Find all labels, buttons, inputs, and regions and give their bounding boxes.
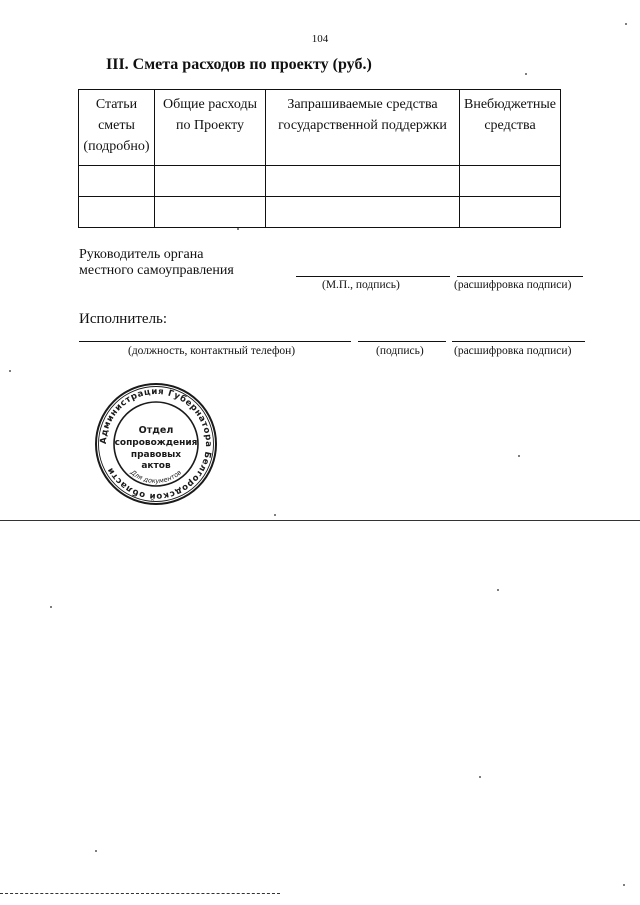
scan-speck xyxy=(95,850,97,852)
table-cell[interactable] xyxy=(460,197,561,228)
header-text: (подробно) xyxy=(83,139,150,154)
executor-position-line[interactable] xyxy=(79,341,351,342)
head-name-caption: (расшифровка подписи) xyxy=(454,279,572,291)
header-text: по Проекту xyxy=(175,118,245,133)
executor-name-caption: (расшифровка подписи) xyxy=(454,345,572,357)
head-label-line1: Руководитель органа xyxy=(79,247,204,262)
executor-signature-caption: (подпись) xyxy=(376,345,424,357)
stamp-center-line: правовых xyxy=(130,450,182,460)
header-text: Общие расходы xyxy=(162,97,258,112)
stamp-bottom-text: Для документов xyxy=(128,468,184,486)
header-text: Внебюджетные xyxy=(464,97,556,112)
header-budget-items xyxy=(79,90,155,166)
page-number: 104 xyxy=(311,33,329,45)
header-extrabudgetary-funds xyxy=(460,90,561,166)
stamp-center-line: актов xyxy=(141,461,171,471)
header-text: Запрашиваемые средства xyxy=(287,97,438,112)
table-cell[interactable] xyxy=(79,197,155,228)
table-cell[interactable] xyxy=(155,166,266,197)
section-title: III. Смета расходов по проекту (руб.) xyxy=(106,56,372,73)
executor-label: Исполнитель: xyxy=(79,311,168,327)
table-row xyxy=(79,166,561,197)
scan-speck xyxy=(497,589,499,591)
official-stamp-icon xyxy=(94,382,218,506)
table-cell[interactable] xyxy=(79,166,155,197)
header-text: сметы xyxy=(98,118,135,133)
executor-name-line[interactable] xyxy=(452,341,585,342)
scan-speck xyxy=(479,776,481,778)
scan-speck xyxy=(623,884,625,886)
header-text: государственной поддержки xyxy=(278,118,447,133)
head-label-line2: местного самоуправления xyxy=(79,263,234,278)
scan-speck xyxy=(9,370,11,372)
stamp-ring-text: Администрация Губернатора Белгородской области xyxy=(98,386,214,502)
table-cell[interactable] xyxy=(266,197,460,228)
header-total-expenses xyxy=(155,90,266,166)
table-row xyxy=(79,197,561,228)
scan-speck xyxy=(518,455,520,457)
head-name-line[interactable] xyxy=(457,276,583,277)
header-requested-funds xyxy=(266,90,460,166)
scan-bottom-line xyxy=(0,893,280,894)
table-cell[interactable] xyxy=(460,166,561,197)
scan-speck xyxy=(525,73,527,75)
head-signature-line[interactable] xyxy=(296,276,450,277)
executor-signature-line[interactable] xyxy=(358,341,446,342)
table-cell[interactable] xyxy=(155,197,266,228)
stamp-center-line: сопровождения xyxy=(114,438,198,448)
scan-speck xyxy=(274,514,276,516)
stamp-center-line: Отдел xyxy=(138,425,174,436)
table-cell[interactable] xyxy=(266,166,460,197)
executor-position-caption: (должность, контактный телефон) xyxy=(128,345,296,357)
scan-fold-line xyxy=(0,520,640,521)
table-header-row xyxy=(79,90,561,166)
scan-speck xyxy=(237,228,239,230)
scan-speck xyxy=(50,606,52,608)
budget-table xyxy=(78,89,561,228)
scan-speck xyxy=(625,23,627,25)
head-signature-caption: (М.П., подпись) xyxy=(322,279,400,291)
header-text: Статьи xyxy=(95,97,138,112)
header-text: средства xyxy=(484,118,536,133)
